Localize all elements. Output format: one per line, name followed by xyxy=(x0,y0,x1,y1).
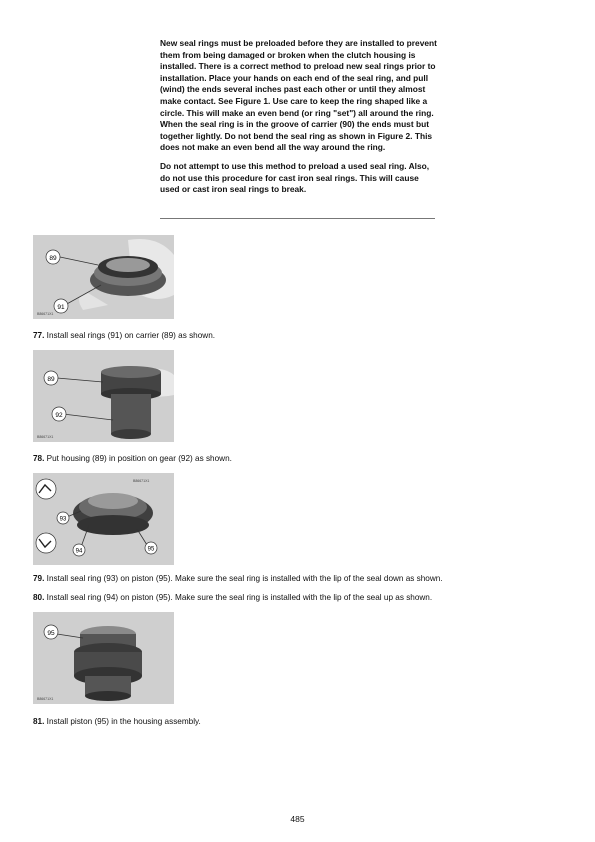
callout-text: 89 xyxy=(49,255,57,262)
caution-note xyxy=(160,38,438,203)
step-text: Install seal rings (91) on carrier (89) as shown. xyxy=(44,331,216,340)
callout-text: 91 xyxy=(57,304,65,311)
step-number: 77. xyxy=(33,331,45,340)
callout-text: 95 xyxy=(47,630,55,637)
step-text: Install piston (95) in the housing assembly. xyxy=(44,717,201,726)
callout-text: 95 xyxy=(147,546,155,553)
note-paragraph-1: New seal rings must be preloaded before they are installed to prevent them from being damaged or broken when the clutch housing is installed. There is a correct method to preload new seal rings prior to installation. Place your hands on each end of the seal ring, and pull (wind) the ends several inches past each other or until they almost make contact. See Figure 1. Use care to keep the ring shaped like a circle. This will make an even bend (or ring "set") all around the ring. When the seal ring is in the groove of carrier (90) the ends must but together lightly. Do not bend the seal ring as shown in Figure 2. This does not make an even bend all the way around the ring. xyxy=(160,38,437,153)
step-80 xyxy=(33,593,432,603)
callout-text: 89 xyxy=(47,376,55,383)
seal-lip-detail-inset xyxy=(36,479,56,499)
divider xyxy=(160,218,435,219)
figure-piston-in-housing xyxy=(33,612,174,704)
step-81 xyxy=(33,717,201,727)
figure-piston-seal-rings xyxy=(33,473,174,565)
page-number: 485 xyxy=(290,814,305,824)
step-number: 80. xyxy=(33,593,45,602)
step-text: Put housing (89) in position on gear (92) as shown. xyxy=(44,454,232,463)
figure-code: B86671X1 xyxy=(133,479,150,483)
step-number: 79. xyxy=(33,574,45,583)
figure-code: B86671X1 xyxy=(37,697,54,701)
figure-housing-on-gear xyxy=(33,350,174,442)
step-number: 78. xyxy=(33,454,45,463)
figure-carrier-seal-rings xyxy=(33,235,174,319)
step-78 xyxy=(33,454,232,464)
callout-text: 93 xyxy=(59,516,67,523)
note-paragraph-2: Do not attempt to use this method to preload a used seal ring. Also, do not use this procedure for cast iron seal rings. This will cause used or cast iron seal rings to break. xyxy=(160,160,430,195)
step-text: Install seal ring (94) on piston (95). Make sure the seal ring is installed with the lip of the seal up as shown. xyxy=(44,593,433,602)
step-79 xyxy=(33,574,443,584)
figure-code: B86671X1 xyxy=(37,435,54,439)
step-77 xyxy=(33,331,215,341)
callout-text: 94 xyxy=(75,548,83,555)
figure-code: B86671X1 xyxy=(37,312,54,316)
callout-text: 92 xyxy=(55,412,63,419)
seal-lip-detail-inset xyxy=(36,533,56,553)
step-number: 81. xyxy=(33,717,45,726)
step-text: Install seal ring (93) on piston (95). Make sure the seal ring is installed with the lip of the seal down as shown. xyxy=(44,574,443,583)
